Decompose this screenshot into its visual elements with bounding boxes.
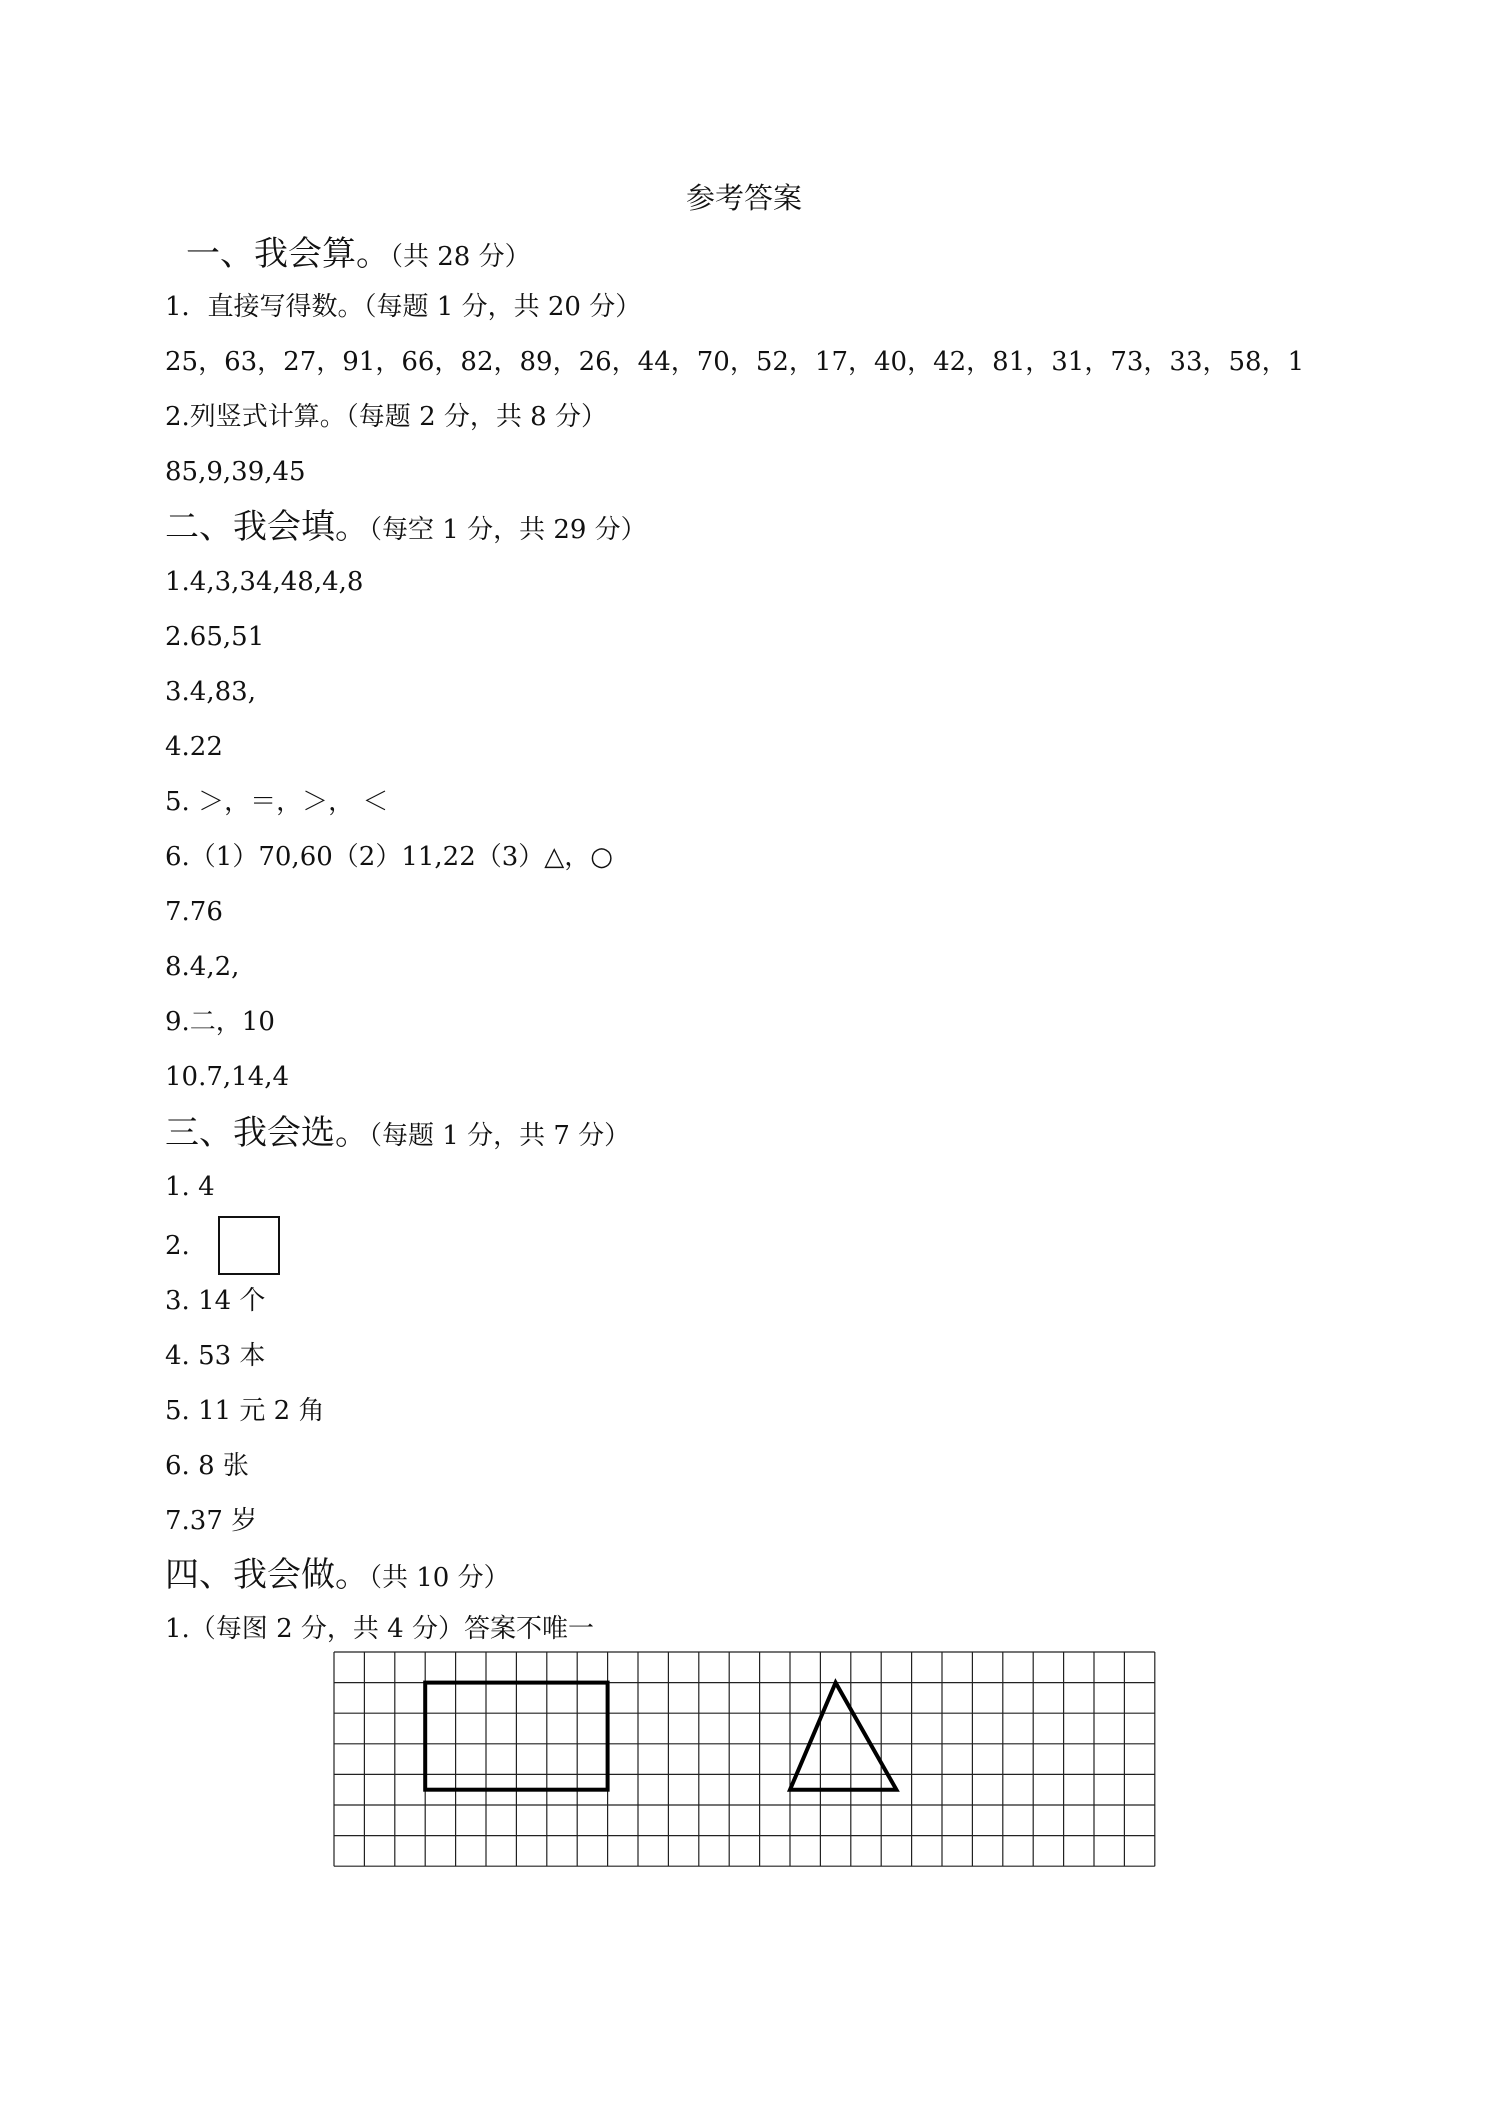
answer-3-1: 1. 4 bbox=[165, 1172, 215, 1202]
question-1-2: 2.列竖式计算。（每题 2 分，共 8 分） bbox=[165, 402, 607, 432]
answer-2-9: 9.二，10 bbox=[165, 1007, 275, 1037]
square-shape-answer bbox=[218, 1216, 280, 1275]
section-heading-3-text: 三、我会选。 bbox=[165, 1113, 369, 1153]
question-4-1: 1.（每图 2 分，共 4 分）答案不唯一 bbox=[165, 1614, 594, 1644]
section-heading-2 bbox=[165, 505, 647, 552]
drawing-grid bbox=[333, 1651, 1159, 1869]
section-heading-2-note: （每空 1 分，共 29 分） bbox=[369, 515, 647, 545]
question-1-1: 1．直接写得数。（每题 1 分，共 20 分） bbox=[165, 292, 642, 322]
answer-2-3: 3.4,83, bbox=[165, 677, 256, 707]
section-heading-4 bbox=[165, 1553, 510, 1600]
section-heading-3-note: （每题 1 分，共 7 分） bbox=[369, 1121, 631, 1151]
answer-2-4: 4.22 bbox=[165, 732, 223, 762]
answer-3-3: 3. 14 个 bbox=[165, 1286, 266, 1316]
answer-2-8: 8.4,2, bbox=[165, 952, 240, 982]
section-heading-4-note: （共 10 分） bbox=[369, 1563, 510, 1593]
section-heading-3 bbox=[165, 1111, 630, 1158]
section-heading-1-note: （共 28 分） bbox=[390, 242, 531, 272]
page-title: 参考答案 bbox=[685, 181, 802, 215]
section-heading-4-text: 四、我会做。 bbox=[165, 1555, 369, 1595]
answer-3-2: 2. bbox=[165, 1231, 190, 1261]
answer-2-7: 7.76 bbox=[165, 897, 223, 927]
triangle-drawing bbox=[790, 1683, 896, 1790]
answer-2-10: 10.7,14,4 bbox=[165, 1062, 290, 1092]
answer-3-6: 6. 8 张 bbox=[165, 1451, 249, 1481]
answers-1-1: 25，63，27，91，66，82，89，26，44，70，52，17，40，42，81，31，73，33，58，1 bbox=[165, 347, 1305, 377]
answer-3-5: 5. 11 元 2 角 bbox=[165, 1396, 325, 1426]
answer-2-2: 2.65,51 bbox=[165, 622, 265, 652]
answers-1-2: 85,9,39,45 bbox=[165, 457, 306, 487]
answer-2-6: 6.（1）70,60（2）11,22（3）△，○ bbox=[165, 842, 613, 872]
answer-3-4: 4. 53 本 bbox=[165, 1341, 266, 1371]
section-heading-2-text: 二、我会填。 bbox=[165, 507, 369, 547]
answer-2-5: 5. ＞，＝，＞， ＜ bbox=[165, 787, 389, 817]
answer-3-7: 7.37 岁 bbox=[165, 1506, 258, 1536]
section-heading-1-text: 一、我会算。 bbox=[186, 234, 390, 274]
section-heading-1 bbox=[186, 232, 531, 279]
answer-2-1: 1.4,3,34,48,4,8 bbox=[165, 567, 364, 597]
